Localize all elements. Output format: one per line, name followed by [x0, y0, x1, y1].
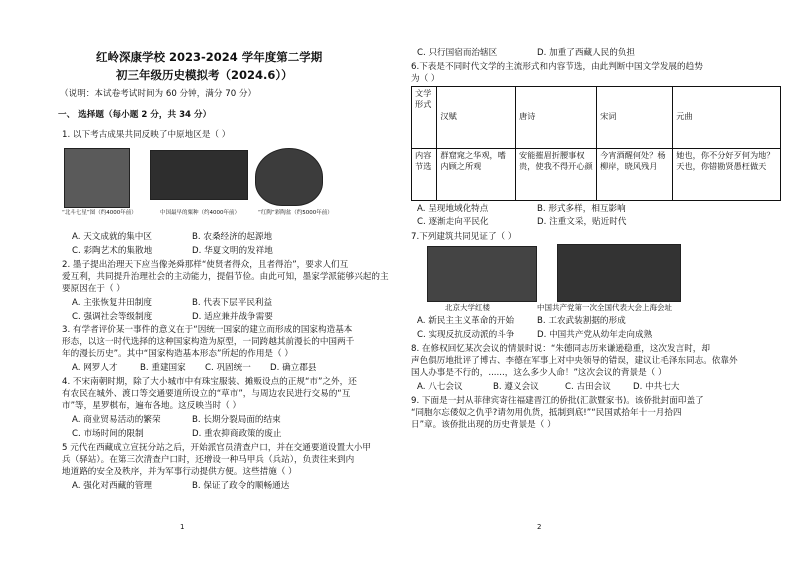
q7-option-c[interactable]: C. 实现反抗反动派的斗争 — [417, 330, 515, 340]
q8-line-1: 8. 在修权回忆某次会议的情景时说：“朱德同志历来谦逊稳重，这次发言时，却 — [411, 344, 710, 354]
q7-option-a[interactable]: A. 新民主主义革命的开始 — [417, 316, 515, 326]
table-cell-content-1: 群窟窕之华观，嗜内顾之所观 — [437, 149, 516, 201]
q9-line-2: “同胞尔忘倭奴之仇乎?请勿用仇货，抵制到底!”“民国贰拾年十一月拾四 — [411, 408, 682, 418]
q9-line-1: 9. 下面是一封从菲律宾寄往福建晋江的侨批(汇款暨家书)。该侨批封面印盖了 — [411, 396, 704, 406]
q7-caption-1: 北京大学红楼 — [445, 303, 490, 312]
q9-line-3: 日”章。该侨批出现的历史背景是（ ） — [411, 420, 556, 430]
q1-option-a[interactable]: A. 天文成就的集中区 — [72, 232, 152, 242]
q2-option-c[interactable]: C. 强调社会等级制度 — [72, 312, 153, 322]
exam-title: 红岭深康学校 2023-2024 学年度第二学期 — [96, 50, 323, 64]
page-number-2: 2 — [537, 523, 542, 531]
q4-option-b[interactable]: B. 长期分裂局面的结束 — [192, 415, 281, 425]
q3-option-b[interactable]: B. 重建国家 — [140, 363, 186, 373]
q1-option-d[interactable]: D. 华夏文明的发祥地 — [192, 246, 273, 256]
q2-line-3: 要原因在于（ ） — [62, 284, 125, 294]
q3-option-c[interactable]: C. 巩固统一 — [205, 363, 251, 373]
q8-line-3: 国人办事是不行的，......，这么多少人命！”这次会议的背景是（ ） — [411, 368, 667, 378]
exam-subtitle: 初三年级历史模拟考（2024.6）） — [116, 68, 293, 82]
table-header-content: 内容节选 — [412, 149, 437, 201]
q6-literature-table — [411, 86, 781, 201]
q1-stem: 1. 以下考古成果共同反映了中原地区是（ ） — [62, 130, 231, 140]
q6-line-1: 6.下表是不同时代文学的主流形式和内容节选，由此判断中国文学发展的趋势 — [411, 62, 703, 72]
q8-line-2: 声色俱厉地批评了博古、李德在军事上对中央领导的错误，建议让毛泽东同志。依靠外 — [411, 356, 738, 366]
q1-image-millet — [150, 150, 248, 200]
q4-line-3: 市”等，星罗棋布，遍布各地。这反映当时（ ） — [62, 401, 242, 411]
q7-stem: 7.下列建筑共同见证了（ ） — [411, 232, 517, 242]
table-cell-content-2: 安能摧眉折腰事权贵，使我不得开心颜 — [516, 149, 597, 201]
q8-option-b[interactable]: B. 遵义会议 — [493, 382, 539, 392]
q5-line-1: 5 元代在西藏成立宣抚分站之后，开始派官员清查户口，并在交通要道设置大小甲 — [62, 443, 371, 453]
q5-option-b[interactable]: B. 保证了政令的顺畅通达 — [192, 481, 290, 491]
q6-option-b[interactable]: B. 形式多样，相互影响 — [537, 204, 626, 214]
q6-option-d[interactable]: D. 注重文采，贴近时代 — [537, 217, 627, 227]
table-cell-form-1: 汉赋 — [437, 87, 516, 149]
q1-caption-2: 中国最早的粟种（约4000年前） — [160, 210, 240, 216]
q4-option-a[interactable]: A. 商业贸易活动的繁荣 — [72, 415, 161, 425]
q3-line-1: 3. 有学者评价某一事件的意义在于“因统一国家的建立而形成的国家构造基本 — [62, 325, 353, 335]
q8-option-d[interactable]: D. 中共七大 — [633, 382, 680, 392]
q7-option-b[interactable]: B. 工农武装割据的形成 — [537, 316, 626, 326]
q5-option-d[interactable]: D. 加重了西藏人民的负担 — [537, 48, 636, 58]
q1-caption-1: “北斗七星”图（约4000年前） — [62, 210, 137, 216]
q5-line-2: 兵（驿站）。在第三次清查户口时，还增设一种马甲兵（兵站），负责往来到内 — [62, 455, 355, 465]
q2-line-2: 爱互利，共同提升治理社会的主动能力，提倡节俭。由此可知，墨家学派能够兴起的主 — [62, 272, 389, 282]
q3-option-a[interactable]: A. 网罗人才 — [72, 363, 118, 373]
q7-caption-2: 中国共产党第一次全国代表大会上海会址 — [537, 303, 672, 312]
q1-caption-3: “红陶”彩陶盆（约5000年前） — [258, 210, 333, 216]
q7-image-peking-university-red-building — [427, 246, 537, 302]
q4-line-2: 有农民在城外、渡口等交通要道所设立的“草市”，与周边农民进行交易的“互 — [62, 389, 351, 399]
q7-image-first-congress-site — [557, 244, 681, 302]
q8-option-a[interactable]: A. 八七会议 — [417, 382, 463, 392]
q4-line-1: 4. 不宋南朝时期，除了大小城市中有珠宝服装、摊贩设点的正规“市”之外，还 — [62, 377, 357, 387]
q5-line-3: 地道路的安全及秩序，并为军事行动提供方便。这些措施（ ） — [62, 467, 297, 477]
exam-page-2 — [397, 0, 794, 561]
q1-option-b[interactable]: B. 农桑经济的起源地 — [192, 232, 273, 242]
table-cell-form-3: 宋词 — [597, 87, 673, 149]
q1-image-star-map — [64, 148, 130, 208]
q4-option-c[interactable]: C. 市场时间的限制 — [72, 429, 144, 439]
q1-option-c[interactable]: C. 彩陶艺术的集散地 — [72, 246, 153, 256]
q3-line-2: 形态，以这一时代选择的这种国家构造为原型，一同跨越其前漫长的中国两千 — [62, 337, 355, 347]
table-cell-form-4: 元曲 — [673, 87, 781, 149]
q1-image-pottery-basin — [255, 148, 323, 206]
q4-option-d[interactable]: D. 重农抑商政策的废止 — [192, 429, 282, 439]
q7-option-d[interactable]: D. 中国共产党从幼年走向成熟 — [537, 330, 653, 340]
q2-option-d[interactable]: D. 适应兼并战争需要 — [192, 312, 273, 322]
q3-option-d[interactable]: D. 确立郡县 — [270, 363, 317, 373]
q6-option-c[interactable]: C. 逐渐走向平民化 — [417, 217, 489, 227]
q5-option-c[interactable]: C. 只行国宿而治辖区 — [417, 48, 498, 58]
q2-line-1: 2. 墨子提出治理天下应当像尧舜那样“使贤者得众，且者得治”，要求人们互 — [62, 260, 349, 270]
table-cell-content-3: 今宵酒醒何处？杨柳岸，晓风残月 — [597, 149, 673, 201]
section-heading: 一、 选择题（每小题 2 分，共 34 分） — [58, 110, 212, 120]
page-number-1: 1 — [180, 523, 185, 531]
q6-line-2: 为（ ） — [411, 74, 440, 84]
q6-option-a[interactable]: A. 呈现地域化特点 — [417, 204, 489, 214]
exam-instructions: （说明：本试卷考试时间为 60 分钟，满分 70 分） — [60, 89, 257, 99]
table-cell-content-4: 她也，你不分好歹何为地？天也，你错勘贤愚枉做天 — [673, 149, 781, 201]
table-cell-form-2: 唐诗 — [516, 87, 597, 149]
q2-option-a[interactable]: A. 主张恢复井田制度 — [72, 298, 152, 308]
q5-option-a[interactable]: A. 强化对西藏的管理 — [72, 481, 152, 491]
table-header-form: 文学形式 — [412, 87, 437, 149]
q8-option-c[interactable]: C. 古田会议 — [565, 382, 611, 392]
q3-line-3: 年的漫长历史”。其中“国家构造基本形态”所起的作用是（ ） — [62, 349, 293, 359]
q2-option-b[interactable]: B. 代表下层平民利益 — [192, 298, 273, 308]
